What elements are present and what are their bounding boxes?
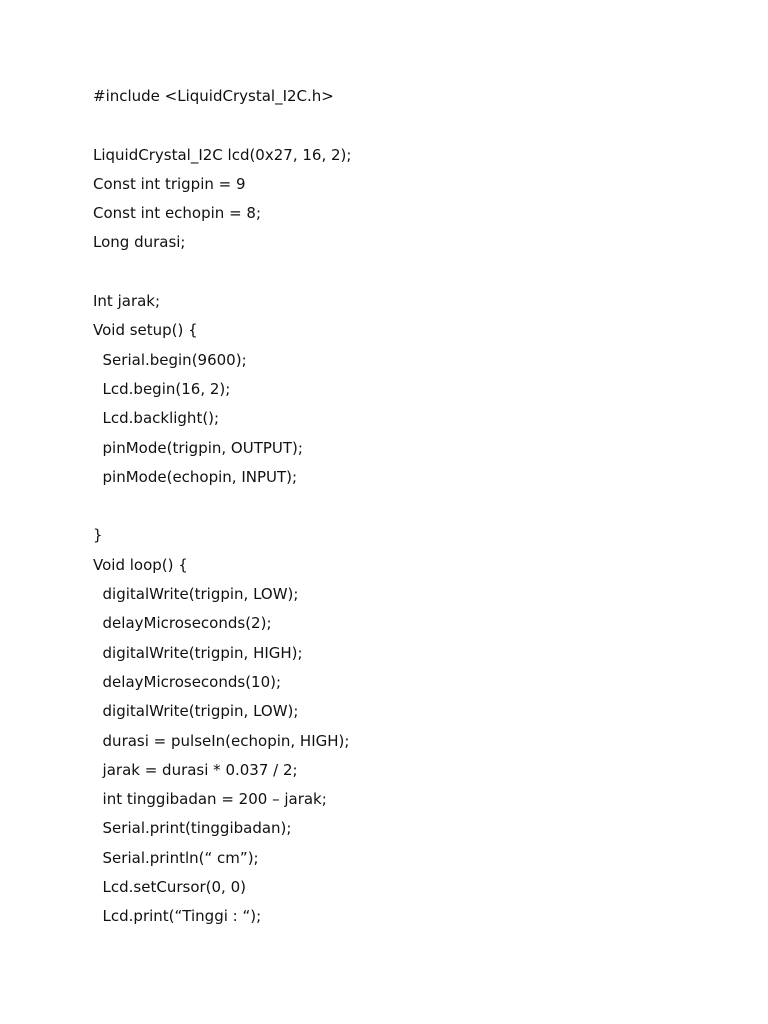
code-line: Void setup() { [93,321,198,340]
code-line: Long durasi; [93,233,186,252]
code-line: } [93,526,103,545]
code-line: Const int trigpin = 9 [93,174,246,193]
code-line: delayMicroseconds(10); [93,672,282,691]
code-line [93,111,733,140]
code-line [93,492,733,521]
code-line: #include <LiquidCrystal_I2C.h> [93,87,334,105]
code-line: Lcd.begin(16, 2); [93,379,231,398]
code-line: Int jarak; [93,292,161,311]
code-listing [93,82,733,932]
code-line: Lcd.print(“Tinggi : “); [93,907,262,926]
code-line: Serial.print(tinggibadan); [93,819,292,838]
code-line [93,258,733,287]
code-line: Serial.begin(9600); [93,350,247,369]
code-line: durasi = pulseIn(echopin, HIGH); [93,731,350,750]
code-line: Const int echopin = 8; [93,204,262,223]
code-line: pinMode(trigpin, OUTPUT); [93,438,303,457]
code-line: delayMicroseconds(2); [93,614,272,633]
code-line: digitalWrite(trigpin, LOW); [93,702,299,721]
code-line: jarak = durasi * 0.037 / 2; [93,760,298,779]
code-line: LiquidCrystal_I2C lcd(0x27, 16, 2); [93,145,352,164]
code-line: Serial.println(“ cm”); [93,848,259,867]
code-line: Void loop() { [93,555,188,574]
code-line: Lcd.backlight(); [93,409,220,428]
code-line: int tinggibadan = 200 – jarak; [93,790,327,809]
code-line: Lcd.setCursor(0, 0) [93,878,246,897]
code-line: pinMode(echopin, INPUT); [93,467,298,486]
code-line: digitalWrite(trigpin, HIGH); [93,643,303,662]
code-line: digitalWrite(trigpin, LOW); [93,585,299,604]
